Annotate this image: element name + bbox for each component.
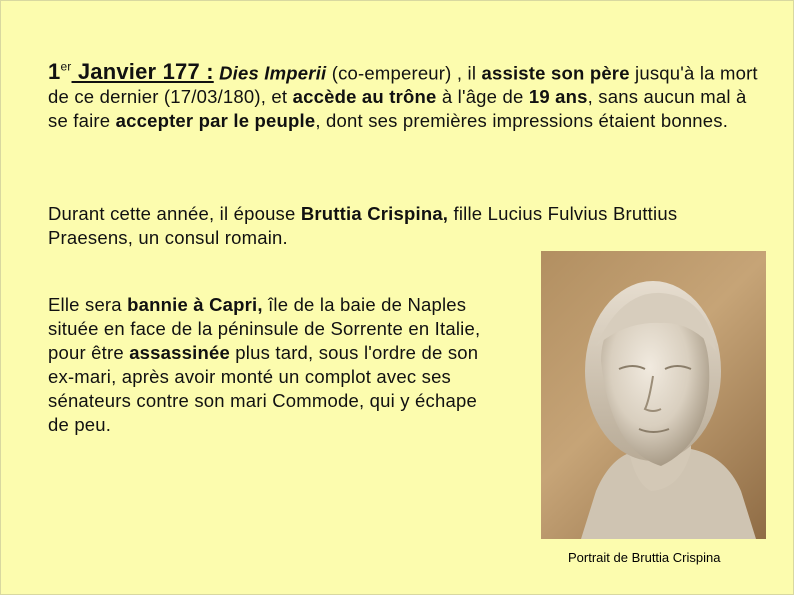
p3-text-1: Elle sera bbox=[48, 294, 128, 315]
bust-illustration bbox=[541, 251, 766, 539]
p3-bold-2: assassinée bbox=[129, 342, 230, 363]
p1-bold-4: accepter par le peuple bbox=[115, 110, 316, 132]
portrait-image bbox=[541, 251, 766, 539]
dies-imperii: Dies Imperii bbox=[219, 62, 327, 84]
p2-text-1: Durant cette année, il épouse bbox=[48, 203, 301, 224]
p1-text-1: (co-empereur) , il bbox=[326, 62, 482, 84]
p1-bold-1: assiste son père bbox=[481, 62, 630, 84]
portrait-caption: Portrait de Bruttia Crispina bbox=[568, 550, 721, 565]
p1-bold-3: 19 ans bbox=[528, 86, 588, 108]
p2-text-2: fille Lucius Fulvius Bruttius Praesens, un consul romain. bbox=[48, 203, 678, 248]
p3-text-3: plus tard, sous l'ordre de son ex-mari, après avoir monté un complot avec ses sénateurs contre son mari Commode, qui y échape de peu. bbox=[48, 342, 479, 435]
date-heading bbox=[48, 59, 214, 84]
date-ordinal: 1 bbox=[48, 59, 61, 85]
p2-bold-1: Bruttia Crispina, bbox=[300, 203, 449, 224]
p1-text-4: , sans aucun mal à se faire bbox=[48, 86, 747, 132]
p3-bold-1: bannie à Capri, bbox=[127, 294, 263, 315]
p1-text-2: jusqu'à la mort de ce dernier (17/03/180), et bbox=[48, 62, 758, 108]
date-label: Janvier 177 : bbox=[71, 59, 214, 85]
p1-text-3: à l'âge de bbox=[436, 86, 529, 108]
date-ordinal-suffix: er bbox=[60, 60, 72, 74]
paragraph-exile bbox=[48, 293, 498, 437]
p1-text-5: , dont ses premières impressions étaient bonnes. bbox=[315, 110, 729, 132]
p1-bold-2: accède au trône bbox=[292, 86, 437, 108]
p3-text-2: île de la baie de Naples située en face de la péninsule de Sorrente en Italie, pour être bbox=[48, 294, 481, 363]
paragraph-accession bbox=[48, 55, 768, 133]
paragraph-marriage bbox=[48, 202, 748, 250]
